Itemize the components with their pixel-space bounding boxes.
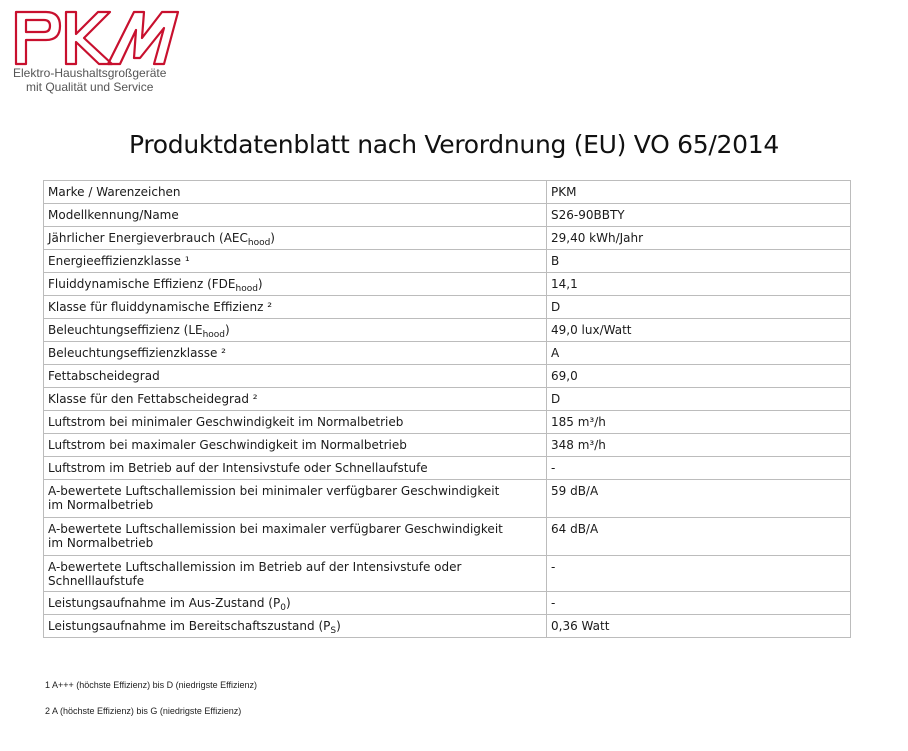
row-label-subscript: S [330, 626, 337, 636]
table-row [44, 273, 851, 296]
row-label-cell [44, 388, 547, 411]
row-label: Energieeffizienzklasse ¹ [48, 254, 190, 268]
row-label: Jährlicher Energieverbrauch (AEC [48, 231, 248, 245]
row-value: D [547, 296, 851, 319]
table-row [44, 592, 851, 615]
row-label-tail: ) [336, 619, 341, 633]
row-label: Fluiddynamische Effizienz (FDE [48, 277, 236, 291]
table-row [44, 556, 851, 592]
table-row [44, 181, 851, 204]
row-label-cell [44, 592, 547, 615]
row-label: Leistungsaufnahme im Bereitschaftszustand (P [48, 619, 331, 633]
table-row [44, 411, 851, 434]
row-label: Luftstrom im Betrieb auf der Intensivstufe oder Schnellaufstufe [48, 461, 428, 475]
row-value: 0,36 Watt [547, 615, 851, 638]
row-value: 348 m³/h [547, 434, 851, 457]
row-value: D [547, 388, 851, 411]
row-value: A [547, 342, 851, 365]
row-value: PKM [547, 181, 851, 204]
row-label-subscript: hood [202, 330, 226, 340]
row-label-cell [44, 250, 547, 273]
row-label: Leistungsaufnahme im Aus-Zustand (P [48, 596, 281, 610]
logo-tagline-2: mit Qualität und Service [26, 80, 154, 94]
row-label-continuation: im Normalbetrieb [48, 498, 154, 512]
row-value: 69,0 [547, 365, 851, 388]
table-row [44, 518, 851, 556]
row-value: - [547, 592, 851, 615]
row-value: 59 dB/A [547, 480, 851, 518]
row-label-tail: ) [270, 231, 275, 245]
row-label-continuation: im Normalbetrieb [48, 536, 154, 550]
row-label: A-bewertete Luftschallemission im Betrieb auf der Intensivstufe oder Schnelllaufstufe [48, 560, 462, 588]
row-label-cell [44, 615, 547, 638]
row-label-cell [44, 181, 547, 204]
row-label: Luftstrom bei maximaler Geschwindigkeit im Normalbetrieb [48, 438, 407, 452]
table-row [44, 388, 851, 411]
row-label-cell [44, 434, 547, 457]
row-label-cell [44, 296, 547, 319]
table-row [44, 434, 851, 457]
page-title: Produktdatenblatt nach Verordnung (EU) VO 65/2014 [129, 130, 779, 159]
row-value: 49,0 lux/Watt [547, 319, 851, 342]
row-value: - [547, 556, 851, 592]
row-label: A-bewertete Luftschallemission bei minimaler verfügbarer Geschwindigkeit [48, 484, 500, 498]
row-label-cell [44, 365, 547, 388]
row-label-cell [44, 204, 547, 227]
table-row [44, 480, 851, 518]
row-label: Beleuchtungseffizienz (LE [48, 323, 203, 337]
row-label-tail: ) [285, 596, 291, 610]
row-label-subscript: hood [235, 284, 258, 294]
logo-tagline-1: Elektro-Haushaltsgroßgeräte [13, 66, 167, 80]
row-label: Beleuchtungseffizienzklasse ² [48, 346, 226, 360]
row-value: B [547, 250, 851, 273]
row-label-cell [44, 319, 547, 342]
footnote-2: 2 A (höchste Effizienz) bis G (niedrigste Effizienz) [45, 706, 242, 716]
row-value: S26-90BBTY [547, 204, 851, 227]
table-row [44, 204, 851, 227]
table-row [44, 227, 851, 250]
row-label-cell [44, 227, 547, 250]
row-label-tail: ) [225, 323, 230, 337]
row-value: 185 m³/h [547, 411, 851, 434]
row-label-cell [44, 518, 547, 556]
row-label-cell [44, 273, 547, 296]
row-label: Marke / Warenzeichen [48, 185, 181, 199]
row-value: 29,40 kWh/Jahr [547, 227, 851, 250]
row-label-tail: ) [257, 277, 263, 291]
row-value: 64 dB/A [547, 518, 851, 556]
row-label: Modellkennung/Name [48, 208, 179, 222]
row-label-subscript: 0 [280, 603, 286, 613]
table-row [44, 319, 851, 342]
row-label: Luftstrom bei minimaler Geschwindigkeit im Normalbetrieb [48, 415, 404, 429]
table-row [44, 365, 851, 388]
row-label: Klasse für den Fettabscheidegrad ² [48, 392, 258, 406]
product-data-table [43, 180, 851, 638]
company-logo [12, 8, 187, 94]
row-label-cell [44, 556, 547, 592]
row-value: 14,1 [547, 273, 851, 296]
row-label: Fettabscheidegrad [48, 369, 160, 383]
pkm-logo-mark [12, 8, 182, 66]
table-row [44, 342, 851, 365]
row-label: Klasse für fluiddynamische Effizienz ² [48, 300, 273, 314]
table-row [44, 615, 851, 638]
row-label-subscript: hood [247, 238, 271, 248]
table-row [44, 457, 851, 480]
table-row [44, 250, 851, 273]
row-value: - [547, 457, 851, 480]
row-label-cell [44, 342, 547, 365]
row-label: A-bewertete Luftschallemission bei maximaler verfügbarer Geschwindigkeit [48, 522, 503, 536]
footnote-1: 1 A+++ (höchste Effizienz) bis D (niedrigste Effizienz) [45, 680, 258, 690]
row-label-cell [44, 411, 547, 434]
table-row [44, 296, 851, 319]
row-label-cell [44, 480, 547, 518]
row-label-cell [44, 457, 547, 480]
